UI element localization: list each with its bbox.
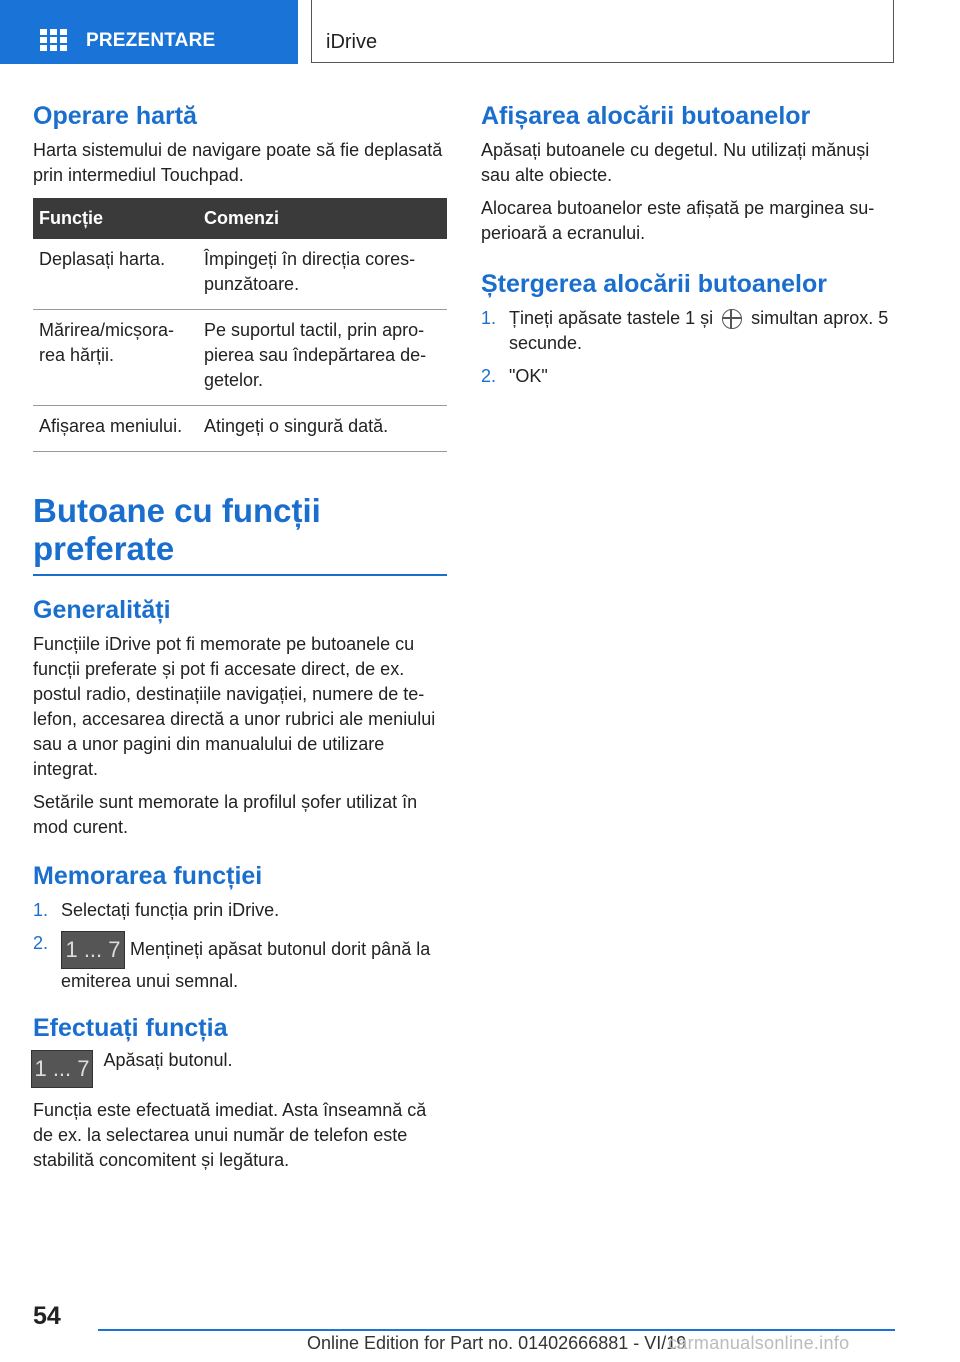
footer-rule <box>98 1329 895 1331</box>
step-number: 2. <box>481 366 497 386</box>
efectuati-heading: Efectuați funcția <box>33 1013 228 1042</box>
table-header-functie: Funcție <box>33 198 198 239</box>
step-text-post: simultan aprox. 5 secunde. <box>509 308 889 353</box>
table-header-comenzi: Comenzi <box>198 198 447 239</box>
page-number: 54 <box>33 1302 61 1330</box>
step-text-pre: Țineți apăsate tastele 1 și <box>509 308 714 328</box>
afisarea-heading: Afișarea alocării butoanelor <box>481 102 811 130</box>
table-cell: Atingeți o singură dată. <box>198 406 447 452</box>
table-cell: Deplasați harta. <box>33 239 198 310</box>
list-item <box>33 898 447 923</box>
steering-wheel-icon <box>722 309 742 329</box>
section-title: PREZENTARE <box>86 30 216 51</box>
stergerea-steps <box>481 306 895 389</box>
step-text: Mențineți apăsat butonul dorit până la emiterea unui semnal. <box>61 938 431 991</box>
operare-harta-heading: Operare hartă <box>33 102 197 130</box>
afisarea-paragraph-2: Alocarea butoanelor este afișată pe marginea superioară a ecranului. <box>481 198 875 243</box>
efectuati-press-row <box>33 1050 447 1088</box>
favorite-button-icon: 1 ... 7 <box>61 931 125 969</box>
table-row <box>33 406 447 452</box>
table-cell: Pe suportul tactil, prin apropierea sau îndepărtarea degetelor. <box>198 310 447 406</box>
stergerea-heading: Ștergerea alocării butoanelor <box>481 270 827 298</box>
efectuati-press-text: Apăsați butonul. <box>103 1049 233 1070</box>
step-text: "OK" <box>509 366 548 386</box>
chapter-title: iDrive <box>326 31 378 53</box>
table-cell: Afișarea meniului. <box>33 406 198 452</box>
memorarea-steps <box>33 898 447 994</box>
step-number: 2. <box>33 932 49 953</box>
table-header-row <box>33 198 447 239</box>
left-column <box>33 100 447 1181</box>
step-text: Selectați funcția prin iDrive. <box>61 899 280 920</box>
step-number: 1. <box>33 899 49 920</box>
afisarea-paragraph-1: Apăsați butoanele cu degetul. Nu utilizați mănuși sau alte obiecte. <box>481 140 870 185</box>
step-number: 1. <box>481 308 497 328</box>
table-cell: Împingeți în direcția corespunzătoare. <box>198 239 447 310</box>
functions-table <box>33 198 447 452</box>
butoane-heading-line2: preferate <box>33 530 175 567</box>
table-cell: Mărirea/micșorarea hărții. <box>33 310 198 406</box>
butoane-heading-line1: Butoane cu funcții <box>33 492 321 529</box>
memorarea-heading: Memorarea funcției <box>33 861 263 890</box>
table-row <box>33 310 447 406</box>
favorite-button-icon: 1 ... 7 <box>31 1050 93 1088</box>
heading-rule <box>33 574 447 576</box>
generalitati-paragraph-1: Funcțiile iDrive pot fi memorate pe butoanele cu funcții preferate și pot fi accesate direct, de ex. postul radio, destinațiile navigației, numere de telefon, accesarea directă a unor rubrici ale meniului sau a unor pagini din manualului de utilizare integrat. <box>33 633 436 779</box>
header-chapter-box <box>311 0 894 63</box>
list-item <box>481 306 895 356</box>
operare-harta-text: Harta sistemului de navigare poate să fie deplasată prin intermediul Touchpad. <box>33 140 443 185</box>
table-row <box>33 239 447 310</box>
footer-edition: Online Edition for Part no. 01402666881 - VI/19 <box>307 1333 687 1353</box>
list-item <box>33 931 447 994</box>
right-column <box>481 100 895 397</box>
efectuati-text: Funcția este efectuată imediat. Asta înseamnă că de ex. la selectarea unui număr de telefon este stabilită concomitent și legătura. <box>33 1099 427 1170</box>
watermark: carmanualsonline.info <box>668 1333 850 1353</box>
header-section-tab <box>0 0 298 64</box>
grid-icon <box>40 29 66 51</box>
list-item <box>481 364 895 389</box>
generalitati-paragraph-2: Setările sunt memorate la profilul șofer utilizat în mod curent. <box>33 791 418 837</box>
generalitati-heading: Generalități <box>33 595 171 624</box>
